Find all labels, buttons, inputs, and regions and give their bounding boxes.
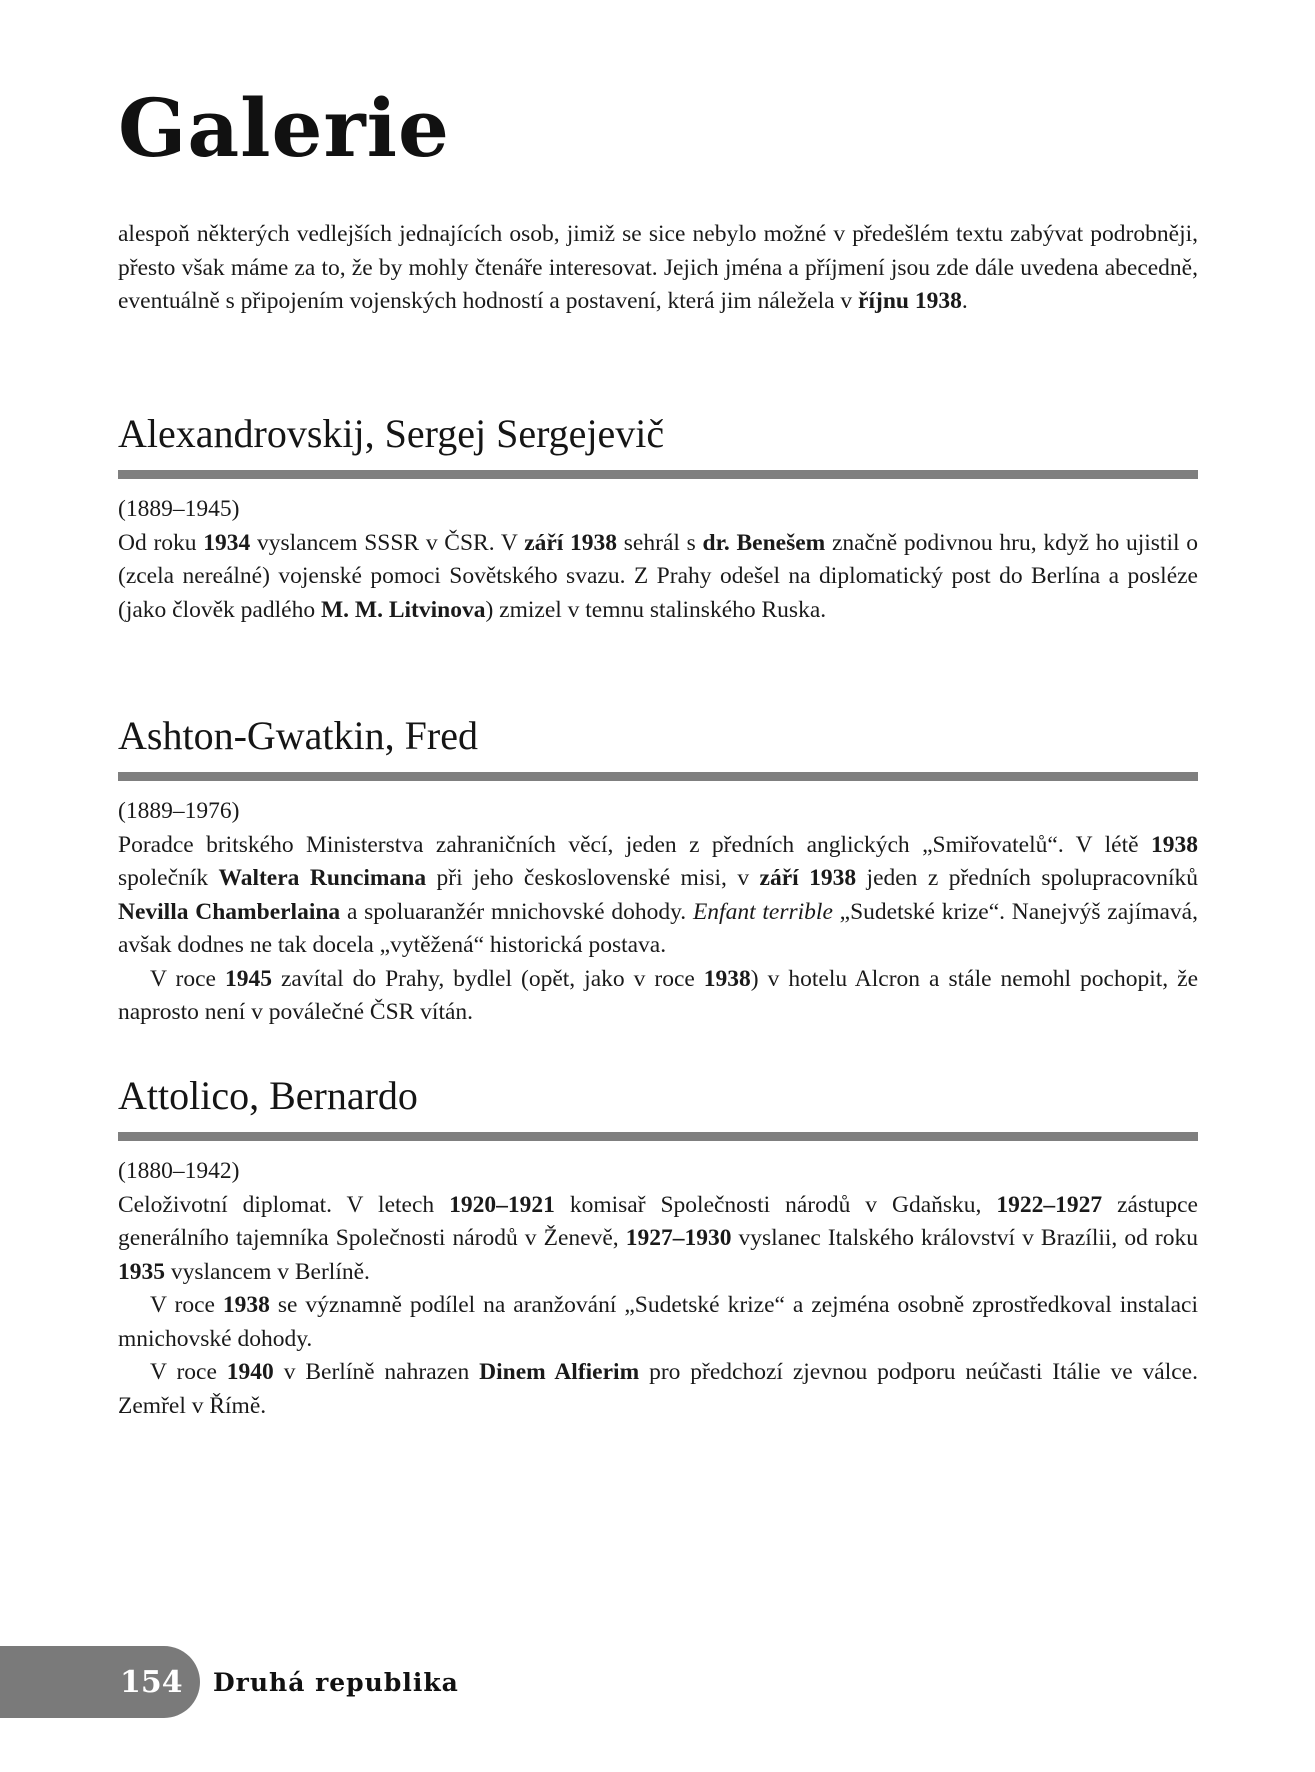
entry-name: Attolico, Bernardo xyxy=(118,1073,418,1118)
bold-run: 1934 xyxy=(203,529,251,556)
page-title: Galerie xyxy=(118,81,450,175)
entry-paragraph: V roce 1940 v Berlíně nahrazen Dinem Alfierim pro předchozí zjevnou podporu neúčasti Itálie ve válce. Zemřel v Římě. xyxy=(118,1359,1198,1419)
bold-run: 1940 xyxy=(226,1359,274,1385)
entry-years: (1889–1976) xyxy=(118,798,240,824)
bold-run: 1920–1921 xyxy=(449,1191,555,1218)
bold-run: Waltera Runcimana xyxy=(218,865,427,891)
entry-alexandrovskij xyxy=(118,410,1198,627)
entry-paragraph: Od roku 1934 vyslancem SSSR v ČSR. V září 1938 sehrál s dr. Benešem značně podivnou hru, když ho ujistil o (zcela nereálné) vojenské pomoci Sovětského svazu. Z Prahy odešel na diplomatický post do Berlína a posléze (jako člověk padlého M. M. Litvinova) zmizel v temnu stalinského Ruska. xyxy=(118,529,1198,623)
entry-divider xyxy=(118,470,1198,479)
entry-name: Ashton-Gwatkin, Fred xyxy=(118,713,478,758)
bold-run: 1922–1927 xyxy=(996,1191,1103,1218)
bold-run: září 1938 xyxy=(759,865,857,891)
entry-paragraph: V roce 1945 zavítal do Prahy, bydlel (opět, jako v roce 1938) v hotelu Alcron a stále nemohl pochopit, že naprosto není v poválečné ČSR vítán. xyxy=(118,965,1198,1025)
bold-run: Nevilla Chamberlaina xyxy=(118,898,341,925)
entry-paragraph: V roce 1938 se významně podílel na aranžování „Sudetské krize“ a zejména osobně zprostředkoval instalaci mnichovské dohody. xyxy=(118,1292,1198,1352)
bold-run: říjnu 1938 xyxy=(858,288,962,314)
entry-attolico xyxy=(118,1072,1198,1423)
bold-run: 1938 xyxy=(1151,831,1198,858)
entry-divider xyxy=(118,1132,1198,1141)
bold-run: 1935 xyxy=(118,1258,165,1285)
entry-ashton-gwatkin xyxy=(118,712,1198,1030)
running-head: Druhá republika xyxy=(213,1668,459,1697)
entry-paragraph: Celoživotní diplomat. V letech 1920–1921 komisař Společnosti národů v Gdaňsku, 1922–1927 zástupce generálního tajemníka Společnosti národů v Ženevě, 1927–1930 vyslanec Italského království v Brazílii, od roku 1935 vyslancem v Berlíně. xyxy=(118,1191,1198,1285)
entry-paragraph: Poradce britského Ministerstva zahraničních věcí, jeden z předních anglických „Smiřovatelů“. V létě 1938 společník Waltera Runcimana při jeho československé misi, v září 1938 jeden z předních spolupracovníků Nevilla Chamberlaina a spoluaranžér mnichovské dohody. Enfant terrible „Sudetské krize“. Nanejvýš zajímavá, avšak dodnes ne tak docela „vytěžená“ historická postava. xyxy=(118,831,1199,958)
bold-run: září 1938 xyxy=(524,529,618,556)
italic-run: Enfant terrible xyxy=(692,898,833,925)
bold-run: M. M. Litvinova xyxy=(320,596,486,623)
intro-paragraph: alespoň některých vedlejších jednajících osob, jimiž se sice nebylo možné v předešlém textu zabývat podrobněji, přesto však máme za to, že by mohly čtenáře interesovat. Jejich jména a příjmení jsou zde dále uvedena abecedně, eventuálně s připojením vojenských hodností a postavení, která jim náležela v říjnu 1938. xyxy=(118,221,1198,314)
entry-years: (1889–1945) xyxy=(118,496,240,522)
entry-divider xyxy=(118,772,1198,781)
bold-run: 1927–1930 xyxy=(625,1225,732,1251)
bold-run: Dinem Alfierim xyxy=(479,1359,640,1385)
bold-run: 1938 xyxy=(703,965,751,992)
bold-run: 1938 xyxy=(222,1292,270,1318)
bold-run: 1945 xyxy=(224,965,272,992)
entry-name: Alexandrovskij, Sergej Sergejevič xyxy=(118,411,665,456)
entry-years: (1880–1942) xyxy=(118,1158,240,1184)
page-number: 154 xyxy=(120,1665,183,1700)
bold-run: dr. Benešem xyxy=(702,529,826,556)
